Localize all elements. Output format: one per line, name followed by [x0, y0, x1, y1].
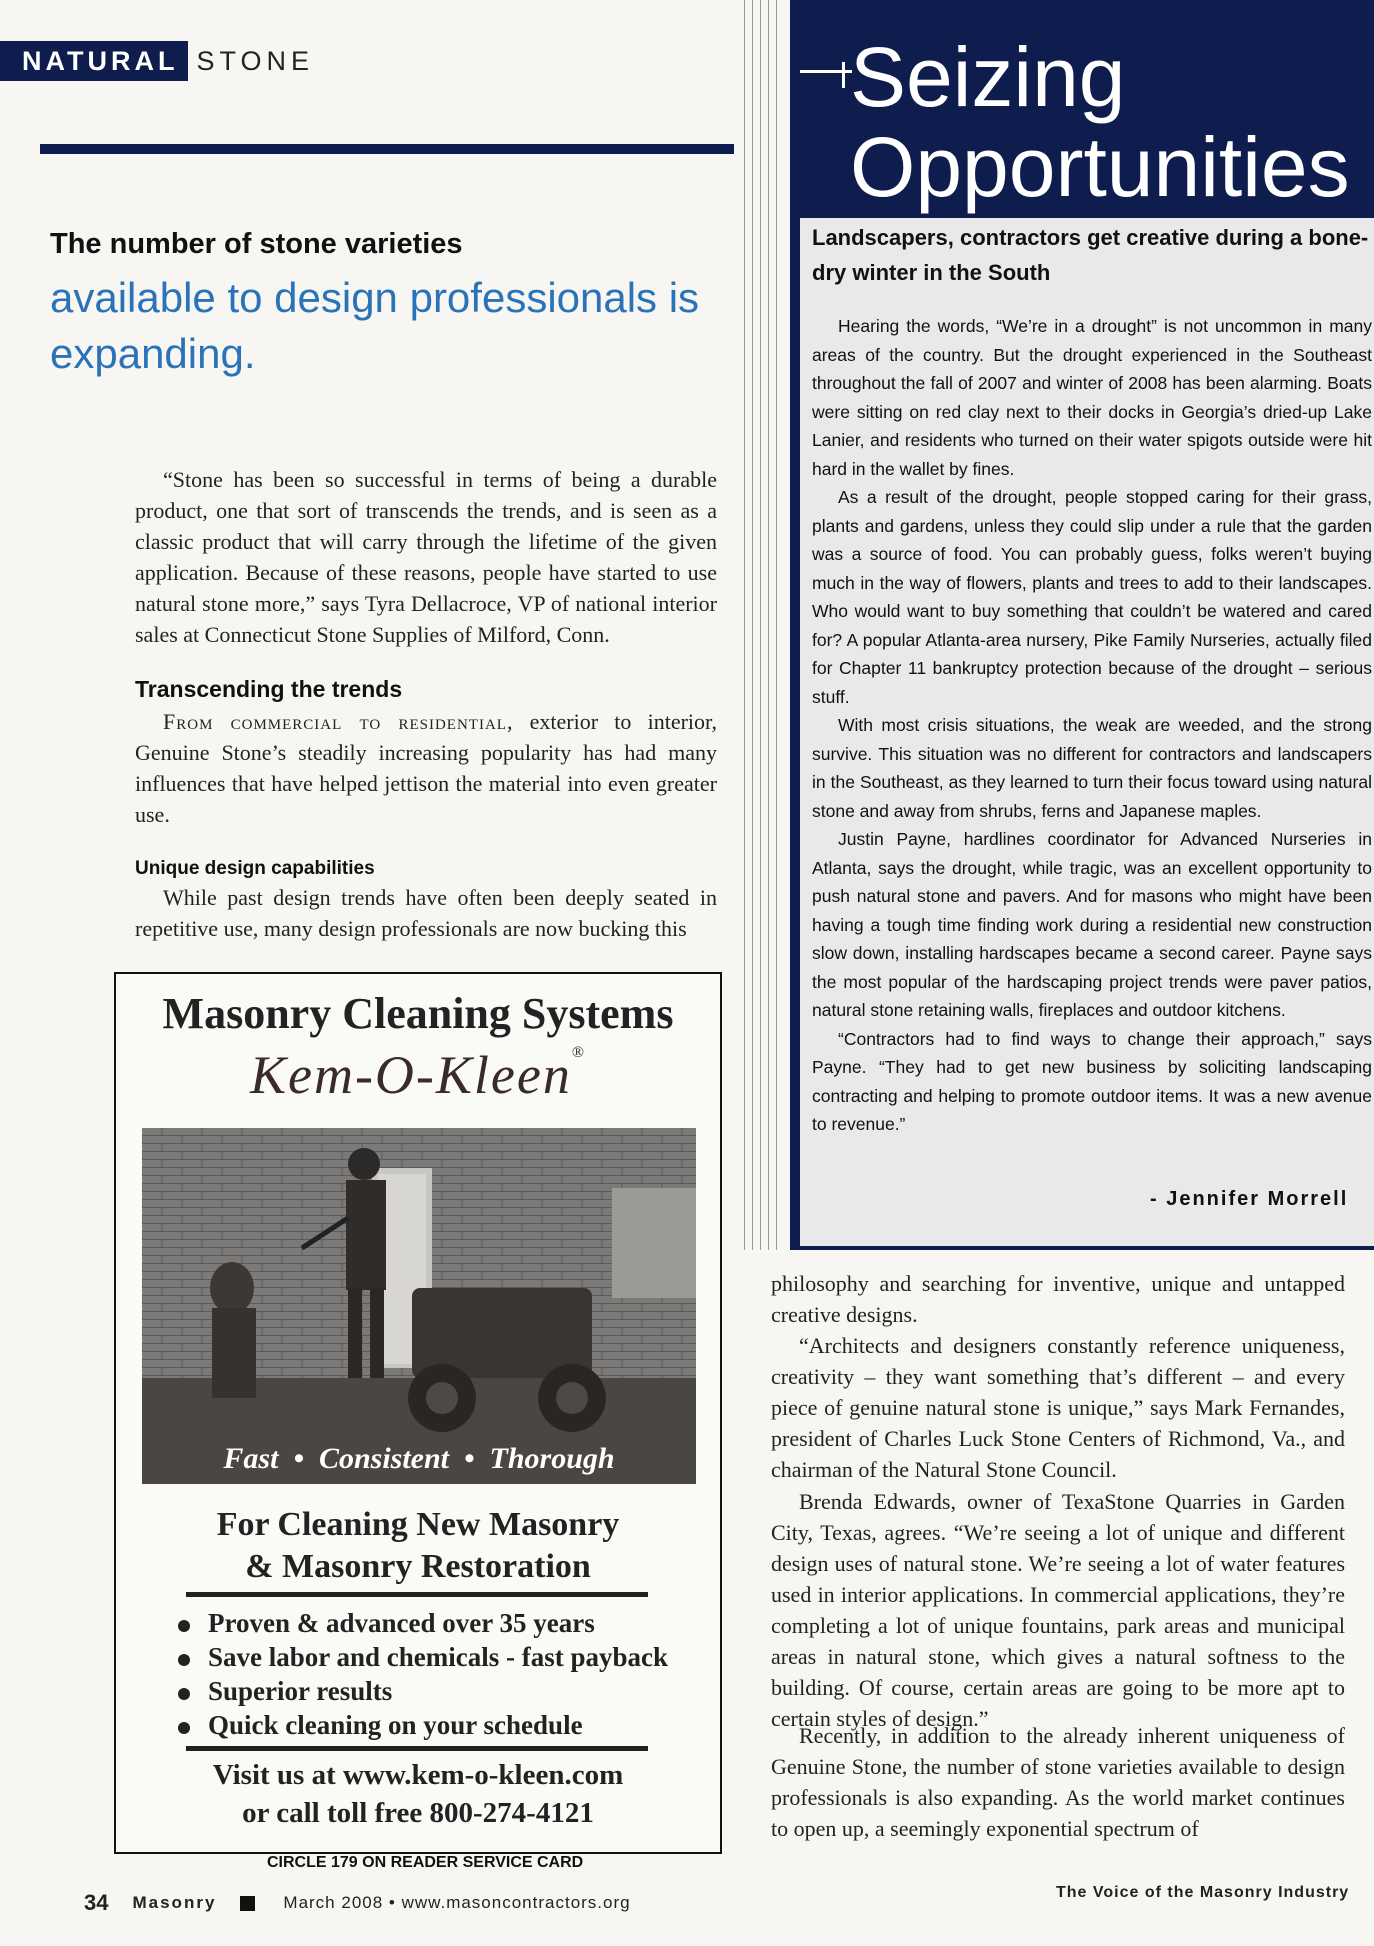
ad-contact [116, 1756, 720, 1832]
list-item: Quick cleaning on your schedule [178, 1708, 708, 1742]
sidebar-paragraph: Hearing the words, “We’re in a drought” is not uncommon in many areas of the country. But the drought experienced in the Southeast throughout the fall of 2007 and winter of 2008 has been alarming. Boats were sitting on red clay next to their docks in Georgia’s dried-up Lake Lanier, and residents who turned on their water spigots outside were hit hard in the wallet by fines. [812, 316, 1372, 479]
bullet-icon [178, 1688, 190, 1700]
worker-cleaning-photo [142, 1128, 696, 1484]
footer-tagline: The Voice of the Masonry Industry [1056, 1884, 1350, 1901]
ad-logo-text: Kem-O-Kleen [249, 1045, 572, 1105]
bullet-icon [178, 1620, 190, 1632]
article-paragraph: While past design trends have often been deeply seated in repetitive use, many design professionals are now bucking this [135, 885, 717, 941]
subhead-transcending: Transcending the trends [135, 676, 403, 702]
article-paragraph: Recently, in addition to the already inherent uniqueness of Genuine Stone, the number of stone varieties available to design professionals is also expanding. As the world market continues to open up, a seemingly exponential spectrum of [771, 1723, 1345, 1841]
subhead-unique-design: Unique design capabilities [135, 858, 375, 879]
ad-headline: Masonry Cleaning Systems [162, 989, 674, 1038]
column-divider [776, 0, 777, 1250]
section-tag [0, 42, 314, 80]
ad-bullet-list [178, 1606, 708, 1742]
registered-mark: ® [571, 1044, 587, 1061]
list-item: Save labor and chemicals - fast payback [178, 1640, 708, 1674]
section-tag-bold: NATURAL [0, 41, 188, 81]
column-divider [768, 0, 769, 1250]
advertisement [114, 972, 722, 1854]
issue-date-url: March 2008 • www.masoncontractors.org [283, 1893, 631, 1912]
sidebar-title [850, 32, 1350, 212]
square-icon [240, 1896, 255, 1911]
ad-tagline: Fast • Consistent • Thorough [223, 1442, 615, 1475]
page-number: 34 [84, 1890, 109, 1915]
reader-service-note: CIRCLE 179 ON READER SERVICE CARD [267, 1854, 584, 1871]
sidebar-paragraph: With most crisis situations, the weak are weeded, and the strong survive. This situation was no different for contractors and landscapers in the Southeast, as they learned to turn their focus toward using natural stone and away from shrubs, ferns and Japanese maples. [812, 715, 1372, 821]
sidebar-paragraph: Justin Payne, hardlines coordinator for Advanced Nurseries in Atlanta, says the drought, while tragic, was an excellent opportunity to push natural stone and pavers. And for masons who might have been having a tough time finding work during a residential new construction slow down, installing hardscapes became a second career. Payne says the most popular of the hardscaping project trends were paver patios, natural stone retaining walls, fireplaces and outdoor kitchens. [812, 829, 1372, 1020]
pull-quote-lead: The number of stone varieties [50, 228, 463, 260]
sidebar-paragraph: As a result of the drought, people stopped caring for their grass, plants and gardens, unless they could slip under a rule that the garden was a source of food. You can probably guess, folks weren’t buying much in the way of flowers, plants and trees to add to their landscapes. Who would want to buy something that couldn’t be watered and cared for? A popular Atlanta-area nursery, Pike Family Nurseries, actually filed for Chapter 11 bankruptcy protection because of the drought – serious stuff. [812, 487, 1372, 707]
tagline-fast: Fast [223, 1442, 279, 1475]
sidebar-body [812, 312, 1372, 1139]
column-divider [760, 0, 761, 1250]
bullet-icon [178, 1722, 190, 1734]
ad-rule [186, 1592, 648, 1597]
sidebar-byline: - Jennifer Morrell [1150, 1188, 1349, 1210]
sidebar-title-line: Opportunities [850, 120, 1350, 214]
article-paragraph [135, 706, 717, 830]
ad-subheadline [116, 1504, 720, 1588]
column-divider [752, 0, 753, 1250]
sidebar-paragraph: “Contractors had to find ways to change their approach,” says Payne. “They had to get new business by soliciting landscaping contracting and helping to promote outdoor items. It was a new avenue to revenue.” [812, 1028, 1372, 1134]
magazine-name: Masonry [132, 1893, 217, 1912]
lead-in: From commercial to residential, [163, 709, 514, 734]
sidebar-title-line: Seizing [850, 30, 1126, 124]
ad-sub-line: For Cleaning New Masonry [216, 1506, 620, 1543]
list-item: Proven & advanced over 35 years [178, 1606, 708, 1640]
ad-logo [116, 1044, 720, 1106]
section-tag-light: STONE [196, 45, 315, 76]
ad-sub-line: & Masonry Restoration [245, 1548, 591, 1585]
title-ornament [842, 62, 845, 88]
pull-quote-highlight: available to design professionals is expanding. [50, 274, 700, 377]
ad-website[interactable]: Visit us at www.kem-o-kleen.com [212, 1759, 624, 1791]
sidebar-dek: Landscapers, contractors get creative during a bone-dry winter in the South [812, 225, 1369, 285]
header-rule [40, 144, 734, 154]
footer-left [84, 1890, 631, 1916]
tagline-consistent: Consistent [318, 1442, 450, 1475]
paragraph-rest: exterior to interior, Genuine Stone’s steadily increasing popularity has had many influences that have helped jettison the material into even greater use. [135, 709, 717, 827]
ad-rule [186, 1746, 648, 1751]
column-divider [744, 0, 745, 1250]
article-paragraph: philosophy and searching for inventive, unique and untapped creative designs. [771, 1271, 1345, 1327]
article-paragraph: “Architects and designers constantly reference uniqueness, creativity – they want something that’s different – and every piece of genuine natural stone is unique,” says Mark Fernandes, president of Charles Luck Stone Centers of Richmond, Va., and chairman of the Natural Stone Council. [771, 1333, 1345, 1482]
ad-photo [142, 1128, 696, 1484]
ad-phone: or call toll free 800-274-4121 [242, 1797, 594, 1829]
tagline-thorough: Thorough [489, 1442, 615, 1475]
list-item: Superior results [178, 1674, 708, 1708]
article-paragraph: Brenda Edwards, owner of TexaStone Quarries in Garden City, Texas, agrees. “We’re seeing a lot of unique and different design uses of natural stone. We’re seeing a lot of water features used in interior applications. In commercial applications, they’re completing a lot of unique fountains, park areas and municipal areas in natural stone, which gives a natural softness to the building. Of course, certain areas are going to be more apt to certain styles of design.” [771, 1489, 1345, 1731]
bullet-icon [178, 1654, 190, 1666]
article-paragraph: “Stone has been so successful in terms of being a durable product, one that sort of transcends the trends, and is seen as a classic product that will carry through the lifetime of the given application. Because of these reasons, people have started to use natural stone more,” says Tyra Dellacroce, VP of national interior sales at Connecticut Stone Supplies of Milford, Conn. [135, 467, 717, 647]
